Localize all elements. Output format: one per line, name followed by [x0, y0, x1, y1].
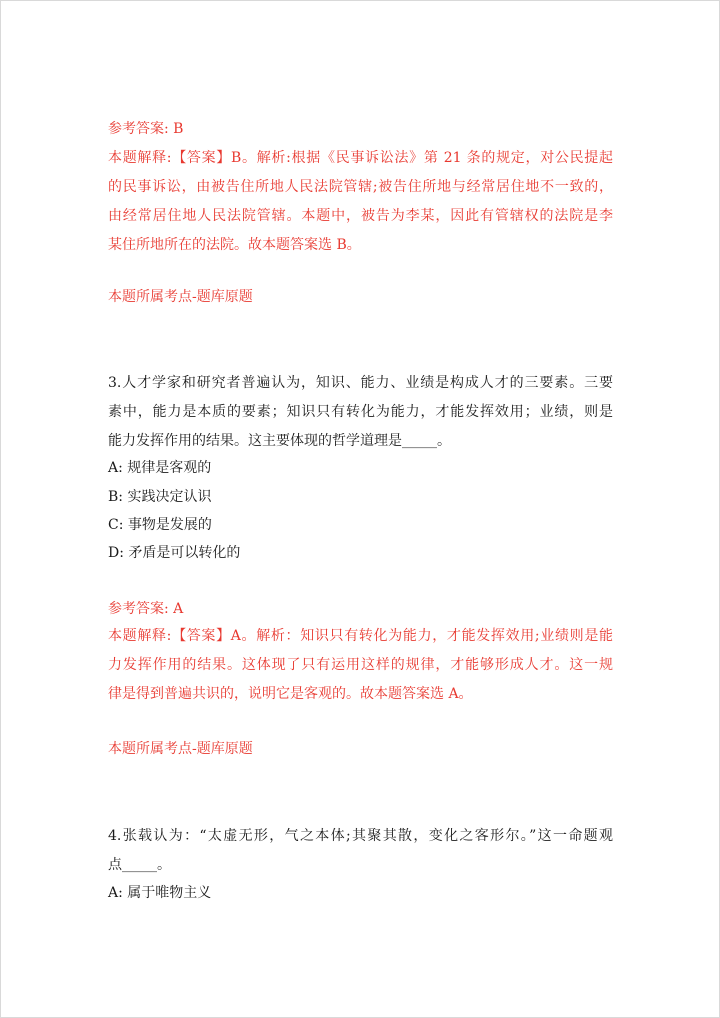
answer-label: 参考答案: B: [108, 121, 184, 137]
explanation-line: 本题解释:【答案】B。解析:根据《民事诉讼法》第 21 条的规定，对公民提起: [108, 150, 613, 166]
question-stem-line: 素中，能力是本质的要素；知识只有转化为能力，才能发挥效用；业绩，则是: [108, 404, 613, 420]
option-a: A: 规律是客观的: [108, 460, 212, 476]
option-b: B: 实践决定认识: [108, 489, 212, 505]
question-stem-line: 能力发挥作用的结果。这主要体现的哲学道理是_____。: [108, 433, 451, 449]
explanation-line: 本题解释:【答案】A。解析：知识只有转化为能力，才能发挥效用;业绩则是能: [108, 628, 613, 644]
option-d: D: 矛盾是可以转化的: [108, 545, 241, 561]
explanation-line: 某住所地所在的法院。故本题答案选 B。: [108, 237, 361, 253]
topic-label: 本题所属考点-题库原题: [108, 741, 253, 757]
question-stem-line: 3.人才学家和研究者普遍认为，知识、能力、业绩是构成人才的三要素。三要: [108, 375, 613, 391]
explanation-line: 律是得到普遍共识的，说明它是客观的。故本题答案选 A。: [108, 686, 473, 702]
option-a: A: 属于唯物主义: [108, 885, 212, 901]
question-stem-line: 4.张载认为：“太虚无形，气之本体;其聚其散，变化之客形尔。”这一命题观: [108, 828, 613, 844]
explanation-line: 由经常居住地人民法院管辖。本题中，被告为李某，因此有管辖权的法院是李: [108, 208, 613, 224]
option-c: C: 事物是发展的: [108, 517, 212, 533]
topic-label: 本题所属考点-题库原题: [108, 289, 253, 305]
question-stem-line: 点_____。: [108, 857, 171, 873]
answer-label: 参考答案: A: [108, 601, 184, 617]
explanation-line: 的民事诉讼，由被告住所地人民法院管辖;被告住所地与经常居住地不一致的，: [108, 179, 613, 195]
explanation-line: 力发挥作用的结果。这体现了只有运用这样的规律，才能够形成人才。这一规: [108, 657, 613, 673]
